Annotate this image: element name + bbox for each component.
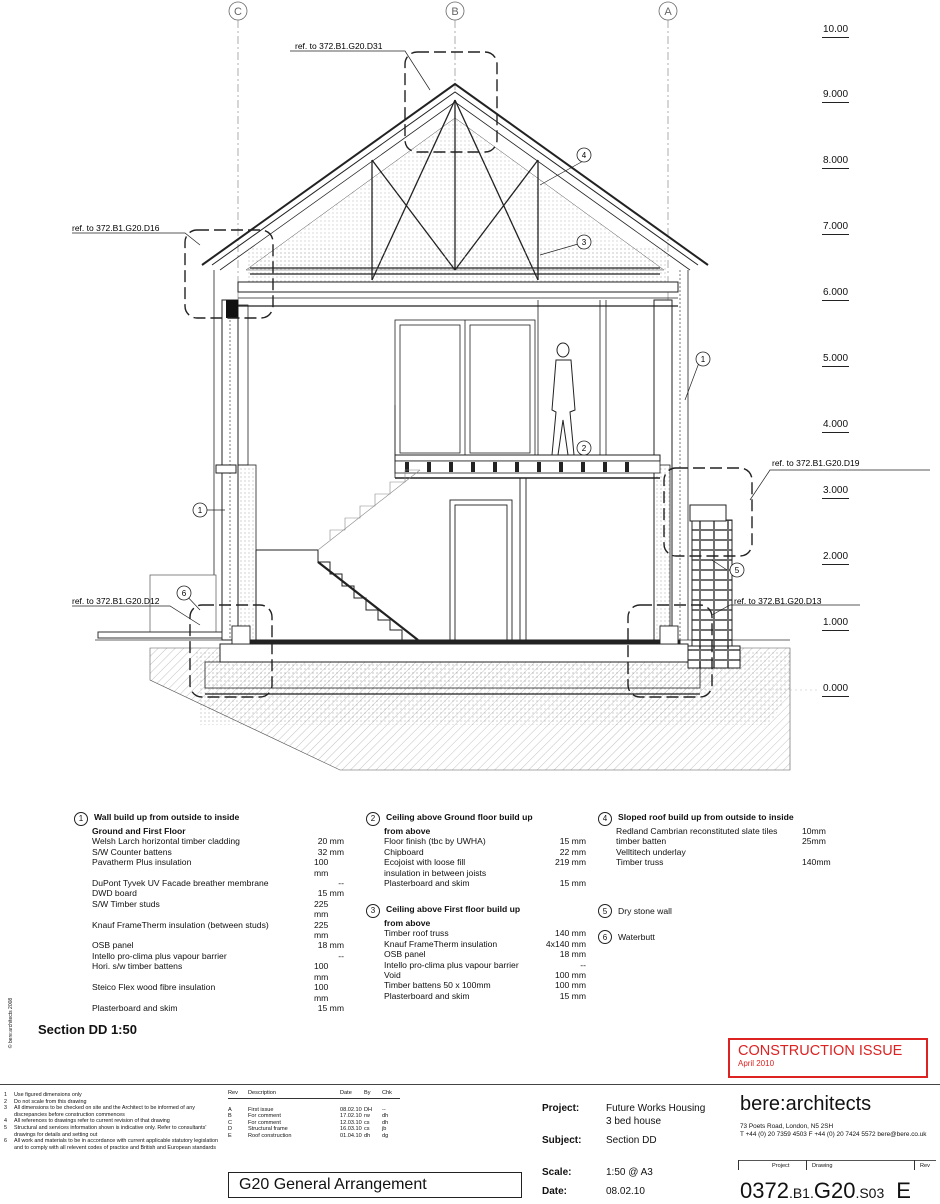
- drawing-number-project-label: Project: [772, 1163, 790, 1169]
- spec-subtitle: from above: [384, 918, 431, 928]
- left-wall: [214, 270, 256, 640]
- spec-label: Dry stone wall: [618, 906, 672, 916]
- spec-row: Knauf FrameTherm insulation 4x140 mm: [384, 938, 586, 949]
- level-10: 10.00: [822, 24, 849, 38]
- revision-table: [228, 1090, 400, 1139]
- first-floor: [395, 455, 660, 478]
- spec-label: Waterbutt: [618, 932, 655, 942]
- spec-row: Knauf FrameTherm insulation (between studs) 225 mm: [92, 919, 329, 941]
- note-item: 5 Structural and services information shown is indicative only. Refer to consultants' drawings for details and setting out: [4, 1124, 207, 1138]
- revision-row: C For comment 12.03.10 cs dh: [228, 1119, 389, 1126]
- drawing-number-divider: [914, 1160, 915, 1170]
- revision-header: Rev Description Date By Chk: [228, 1090, 400, 1099]
- spec-subtitle: Ground and First Floor: [92, 826, 186, 836]
- detail-ref-d19: ref. to 372.B1.G20.D19: [772, 458, 860, 468]
- note-item: 2 Do not scale from this drawing: [4, 1098, 87, 1105]
- leader-lines: [72, 51, 930, 625]
- spec-row: Void 100 mm: [384, 970, 586, 981]
- human-figure: [552, 343, 575, 455]
- spec-row: DWD board 15 mm: [92, 888, 344, 899]
- spec-ceiling-first: [366, 904, 586, 1001]
- revision-row: E Roof construction 01.04.10 dh dg: [228, 1132, 389, 1139]
- spec-row: timber batten 25mm: [616, 836, 826, 847]
- spec-row: Timber truss 140mm: [616, 857, 831, 868]
- spec-waterbutt: [598, 930, 655, 944]
- spec-row: Velltitech underlay: [616, 846, 686, 857]
- title-block-divider: [0, 1084, 940, 1085]
- project-label: Project:: [542, 1103, 580, 1114]
- level-5: 5.000: [822, 353, 849, 367]
- balustrade: [395, 300, 606, 478]
- spec-row: DuPont Tyvek UV Facade breather membrane --: [92, 878, 344, 889]
- note-item: 4 All references to drawings refer to current revision of that drawing: [4, 1118, 170, 1125]
- spec-row: S/W Counter battens 32 mm: [92, 846, 344, 857]
- spec-row: OSB panel 18 mm: [92, 940, 344, 951]
- drawing-number-block: .B1.: [788, 1185, 814, 1201]
- section-title: Section DD 1:50: [38, 1022, 137, 1037]
- level-0: 0.000: [822, 683, 849, 697]
- spec-row: Ecojoist with loose fill 219 mm: [384, 857, 586, 868]
- firm-address: [740, 1123, 927, 1139]
- spec-wall: [74, 812, 344, 1013]
- subject-value: Section DD: [606, 1135, 657, 1146]
- spec-title: Wall build up from outside to inside: [94, 812, 240, 822]
- spec-row: Plasterboard and skim 15 mm: [92, 1002, 344, 1013]
- revision-row: A First issue 08.02.10 DH --: [228, 1107, 386, 1113]
- drawing-number-divider: [738, 1160, 936, 1161]
- spec-row: OSB panel 18 mm: [384, 949, 586, 960]
- ground-slab: [205, 626, 700, 694]
- door: [450, 478, 526, 640]
- spec-row: Intello pro-clima plus vapour barrier --: [92, 950, 344, 961]
- spec-row: Floor finish (tbc by UWHA) 15 mm: [384, 836, 586, 847]
- spec-row: insulation in between joists: [384, 867, 487, 878]
- level-9: 9.000: [822, 89, 849, 103]
- spec-number: 6: [598, 930, 612, 944]
- spec-number: 5: [598, 904, 612, 918]
- staircase: [256, 550, 438, 640]
- spec-roof: [598, 812, 868, 868]
- project-type: 3 bed house: [606, 1116, 662, 1127]
- marker-2: 2: [581, 444, 587, 453]
- grid-label-a: A: [664, 6, 672, 18]
- spec-row: Steico Flex wood fibre insulation 100 mm: [92, 982, 329, 1003]
- spec-stone-wall: [598, 904, 672, 918]
- marker-1-left: 1: [197, 506, 203, 515]
- spec-title: Ceiling above First floor build up: [386, 904, 521, 914]
- level-1: 1.000: [822, 617, 849, 631]
- spec-ceiling-ground: [366, 812, 586, 888]
- firm-address-line: 73 Poets Road, London, N5 2SH: [740, 1123, 834, 1130]
- date-value: 08.02.10: [606, 1186, 645, 1197]
- note-item: 6 All work and materials to be in accordance with current applicable statutory legislation and to comply with all relevent codes of practice and British and European standards: [4, 1138, 219, 1151]
- spec-row: Chipboard 22 mm: [384, 846, 586, 857]
- marker-5: 5: [734, 566, 740, 575]
- drawing-number-project: 0372: [740, 1178, 789, 1203]
- drawing-number-sheet: .S03: [855, 1185, 885, 1201]
- level-2: 2.000: [822, 551, 849, 565]
- revision-row: B For comment 17.02.10 rw dh: [228, 1113, 389, 1120]
- construction-issue-stamp: [728, 1038, 928, 1078]
- drawing-number: [740, 1178, 911, 1204]
- level-4: 4.000: [822, 419, 849, 433]
- detail-ref-d16: ref. to 372.B1.G20.D16: [72, 223, 160, 233]
- revision-row: D Structural frame 16.03.10 cs jb: [228, 1126, 387, 1133]
- spec-number: 3: [366, 904, 380, 918]
- spec-row: Pavatherm Plus insulation 100 mm: [92, 857, 329, 878]
- upper-stair-ghost: [318, 470, 420, 550]
- construction-issue-label: CONSTRUCTION ISSUE: [738, 1043, 903, 1059]
- project-name: Future Works Housing: [606, 1103, 706, 1114]
- grid-label-b: B: [451, 6, 459, 18]
- scale-value: 1:50 @ A3: [606, 1167, 653, 1178]
- general-notes: [4, 1092, 224, 1151]
- detail-ref-d13: ref. to 372.B1.G20.D13: [734, 596, 822, 606]
- spec-number: 1: [74, 812, 88, 826]
- drawing-number-drawing: G20: [813, 1178, 856, 1203]
- level-3: 3.000: [822, 485, 849, 499]
- marker-6: 6: [181, 589, 187, 598]
- spec-number: 4: [598, 812, 612, 826]
- spec-row: Plasterboard and skim 15 mm: [384, 990, 586, 1001]
- spec-row: S/W Timber studs 225 mm: [92, 898, 329, 920]
- detail-ref-d31: ref. to 372.B1.G20.D31: [295, 41, 383, 51]
- marker-4: 4: [581, 151, 587, 160]
- marker-3: 3: [581, 238, 587, 247]
- note-item: 1 Use figured dimensions only: [4, 1092, 82, 1098]
- drawing-number-divider: [738, 1160, 739, 1170]
- firm-contact-line: T +44 (0) 20 7359 4503 F +44 (0) 20 7424 5572 bere@bere.co.uk: [740, 1131, 927, 1138]
- spec-title: Sloped roof build up from outside to inside: [618, 812, 794, 822]
- firm-logo: bere:architects: [740, 1093, 872, 1115]
- drawing-title-box: G20 General Arrangement: [228, 1172, 522, 1198]
- spec-row: Timber battens 50 x 100mm 100 mm: [384, 980, 586, 991]
- drawing-number-drawing-label: Drawing: [812, 1163, 833, 1169]
- subject-label: Subject:: [542, 1135, 582, 1146]
- level-6: 6.000: [822, 287, 849, 301]
- drawing-number-rev-label: Rev: [920, 1163, 930, 1169]
- construction-issue-date: April 2010: [738, 1059, 775, 1068]
- ceiling-insulation: [246, 248, 666, 282]
- drawing-number-divider: [806, 1160, 807, 1170]
- date-label: Date:: [542, 1186, 568, 1197]
- spec-row: Redland Cambrian reconstituted slate tiles 10mm: [616, 826, 826, 836]
- drawing-number-rev: E: [896, 1178, 911, 1203]
- spec-number: 2: [366, 812, 380, 826]
- spec-title: Ceiling above Ground floor build up: [386, 812, 533, 822]
- spec-row: Welsh Larch horizontal timber cladding 20 mm: [92, 836, 344, 847]
- level-7: 7.000: [822, 221, 849, 235]
- marker-1-right: 1: [700, 355, 706, 364]
- level-8: 8.000: [822, 155, 849, 169]
- scale-label: Scale:: [542, 1167, 572, 1178]
- spec-row: Intello pro-clima plus vapour barrier --: [384, 959, 586, 970]
- spec-row: Plasterboard and skim 15 mm: [384, 878, 586, 889]
- spec-row: Hori. s/w timber battens 100 mm: [92, 961, 329, 982]
- grid-label-c: C: [234, 6, 242, 18]
- note-item: 3 All dimensions to be checked on site and the Architect to be informed of any discrepancies before construction commences: [4, 1105, 195, 1118]
- spec-subtitle: from above: [384, 826, 431, 836]
- copyright-text: © bere:architects 2008: [8, 997, 15, 1049]
- detail-ref-d12: ref. to 372.B1.G20.D12: [72, 596, 160, 606]
- spec-row: Timber roof truss 140 mm: [384, 928, 586, 939]
